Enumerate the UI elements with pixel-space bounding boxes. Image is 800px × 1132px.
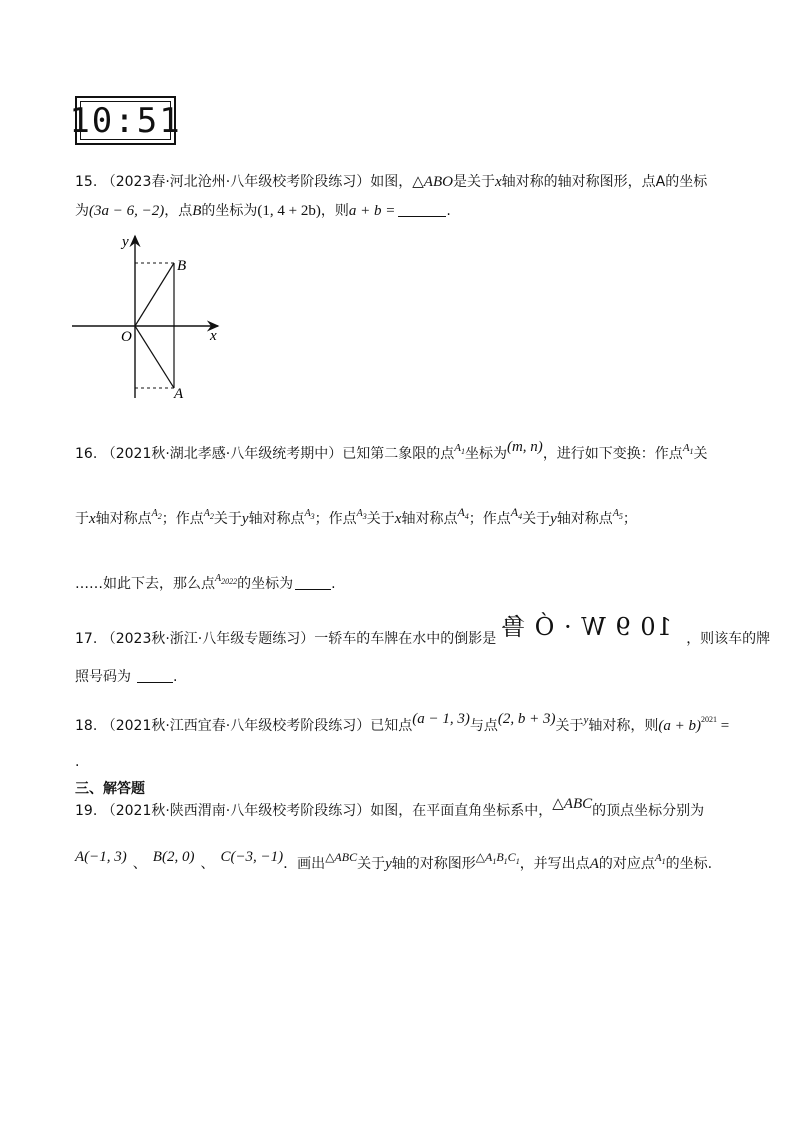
q17-plate-reflection: 10 9 W · Ó 鲁 [500,613,673,641]
q19-triangle: △ABC [552,796,593,812]
q19-sub: 1 [503,857,508,866]
q16-text: ；作点 [314,511,357,527]
q16-text: 已知第二象限的点 [342,446,455,462]
label-origin: O [121,329,132,345]
q16-text: ；作点 [161,511,204,527]
q16-text: 坐标为 [464,446,507,462]
q19-text: 关于 [357,856,386,872]
q16-text: 关于 [522,511,551,527]
q15-text: 是关于 [452,174,495,190]
q18-expression: (a + b) [658,718,702,734]
q16-source: （2021秋·湖北孝感·八年级统考期中） [101,446,343,462]
q19-sep: 、 [132,856,147,872]
q18-source: （2021秋·江西宜春·八年级校考阶段练习） [101,718,371,734]
label-a: A [174,386,184,402]
q19-point-a-var: A [589,856,599,872]
q15-line-2 [75,201,451,221]
q18-point-1: (a − 1, 3) [412,711,470,727]
q15-expression: a + b = [348,203,396,219]
q16-answer-blank[interactable] [295,575,331,590]
q17-line-2 [75,667,177,687]
q16-y-var: y [241,511,249,527]
q19-text: 的坐标. [665,856,713,872]
q16-y-var: y [550,511,557,527]
q15-point-b: B [192,203,202,219]
q19-text: 轴的对称图形 [391,856,476,872]
q17-line-1 [75,613,771,649]
q17-text: 照号码为 [75,669,131,685]
label-x: x [210,328,217,344]
q19-text: 的顶点坐标分别为 [592,803,705,819]
q16-sub: 1 [689,447,694,456]
q16-text: 关于 [213,511,242,527]
q16-text: 轴对称点 [248,511,305,527]
q16-text: ；作点 [468,511,511,527]
q16-text: 轴对称点 [401,511,458,527]
q18-text: 与点 [469,718,498,734]
q16-end: . [331,576,336,592]
q16-a4: A [510,505,519,519]
q16-text: 于 [75,511,89,527]
q19-sub: 1 [661,857,666,866]
q15-number: 15. [75,174,98,190]
q19-sub: 1 [492,857,497,866]
q19-point-c: C(−3, −1) [220,849,284,865]
q19-line-1 [75,796,705,821]
q19-sep: 、 [200,856,215,872]
label-b: B [177,258,187,274]
q16-coord: (m, n) [506,439,543,455]
q16-x-var: x [89,511,96,527]
q16-x-var: x [394,511,402,527]
q19-number: 19. [75,803,98,819]
q19-b1: B [496,850,504,864]
q19-sub: 1 [515,857,520,866]
q16-text: ……如此下去，那么点 [75,576,215,592]
q18-equals: = [717,718,730,734]
q15-x-var: x [494,174,502,190]
q19-a1: A [654,852,662,864]
q16-a2022: A [215,573,222,584]
q17-text: 一轿车的车牌在水中的倒影是 [314,631,497,647]
q18-y-var: y [583,714,589,726]
segment-oa [135,326,174,388]
q16-a2: A [203,508,210,519]
q18-text: 关于 [555,718,584,734]
q15-coordinate-figure [70,230,230,405]
q19-text: ．画出 [283,856,326,872]
q18-point-2: (2, b + 3) [497,711,556,727]
q16-a4: A [457,505,465,519]
q15-end: . [446,203,451,219]
q16-text: 的坐标为 [237,576,294,592]
q16-sub: 5 [618,512,623,521]
q15-answer-blank[interactable] [398,202,446,217]
q15-source: （2023春·河北沧州·八年级校考阶段练习） [101,174,371,190]
q16-a5: A [612,508,619,519]
q16-sub: 4 [518,512,523,521]
q16-text: 轴对称点 [556,511,613,527]
q18-number: 18. [75,718,98,734]
q19-line-2 [75,849,713,879]
q16-line-3 [75,574,336,599]
q17-text: ，则该车的牌 [686,631,771,647]
q18-line-1 [75,710,729,737]
q17-number: 17. [75,631,98,647]
q18-exponent: 2021 [701,715,718,724]
q19-y-var: y [385,856,392,872]
q16-text: ，进行如下变换：作点 [542,446,683,462]
q15-text: 为 [75,203,89,219]
q16-text: 关 [693,446,708,462]
q16-sub: 3 [310,512,315,521]
q19-text: 的对应点 [598,856,655,872]
q16-a2: A [151,508,158,519]
q19-text: ，并写出点 [519,856,590,872]
q16-sub: 4 [464,512,469,521]
q16-sub: 2022 [221,577,238,586]
q18-text: 已知点 [370,718,413,734]
q19-text: 如图，在平面直角坐标系中， [370,803,553,819]
q18-end: . [75,754,80,770]
q18-line-2 [75,752,79,772]
q19-point-b: B(2, 0) [152,849,195,865]
clock-time: 10:51 [69,100,182,141]
q17-source: （2023秋·浙江·八年级专题练习） [101,631,315,647]
q16-text: 关于 [366,511,395,527]
section-title: 三、解答题 [75,781,145,797]
q16-number: 16. [75,446,98,462]
q15-text: ，点 [164,203,193,219]
q19-triangle-reflected: △A [475,850,493,864]
q15-coord-a: (3a − 6, −2) [89,203,165,219]
q16-sub: 2 [209,512,214,521]
q16-sub: 1 [460,447,465,456]
q16-a1: A [682,442,690,454]
q16-sub: 3 [362,512,367,521]
q15-text: 轴对称的轴对称图形，点A的坐标 [501,174,708,190]
q16-a3: A [304,508,311,519]
q17-end: . [173,669,178,685]
q18-text: 轴对称，则 [588,718,659,734]
q16-text: 轴对称点 [95,511,152,527]
q16-a3: A [356,508,363,519]
q16-a1: A [454,442,461,454]
segment-ob [135,263,174,326]
q16-sub: 2 [157,512,162,521]
q19-source: （2021秋·陕西渭南·八年级校考阶段练习） [101,803,371,819]
q17-answer-blank[interactable] [137,668,173,683]
label-y: y [122,234,129,250]
q16-line-1 [75,439,708,469]
q15-text: ，则 [320,203,349,219]
q15-text: 的坐标为 [201,203,258,219]
q15-triangle: △ABO [412,174,453,190]
q19-point-a: A(−1, 3) [75,849,127,865]
q16-line-2 [75,505,637,534]
q15-line-1 [75,172,707,192]
q19-c1: C [507,850,516,864]
digital-clock-display [69,96,182,145]
q15-coord-b: (1, 4 + 2b) [257,203,321,219]
q15-text: 如图， [370,174,413,190]
q16-text: ； [622,511,637,527]
q19-triangle: △ABC [325,850,358,864]
